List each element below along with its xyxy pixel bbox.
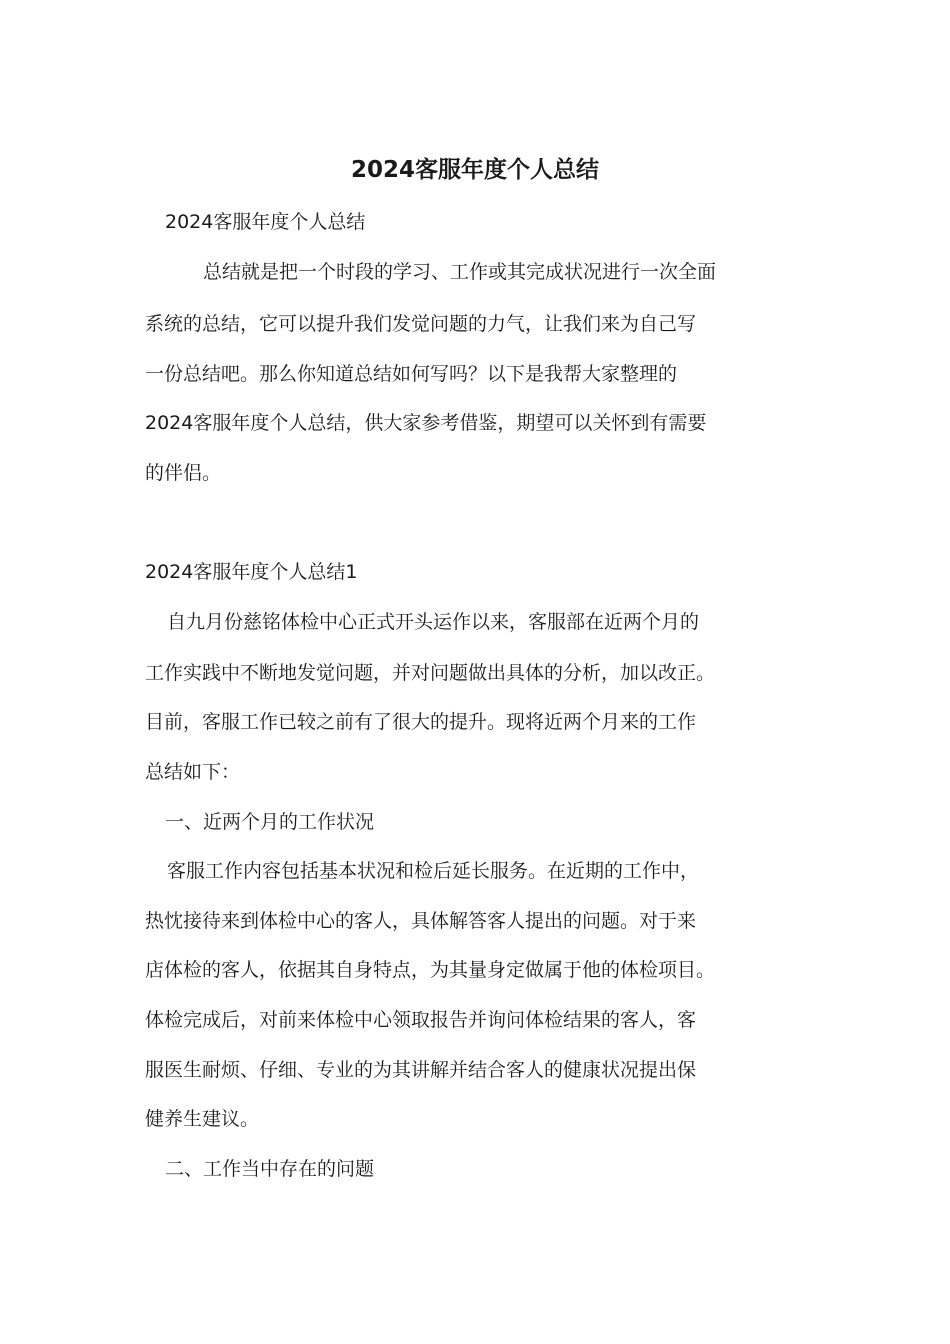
document-title: 2024客服年度个人总结: [350, 157, 599, 183]
intro-line-5: 的伴侣。: [145, 462, 222, 484]
body-line-7: 店体检的客人，依据其自身特点，为其量身定做属于他的体检项目。: [145, 959, 716, 981]
body-line-2: 工作实践中不断地发觉问题，并对问题做出具体的分析，加以改正。: [145, 662, 716, 684]
subheading-1: 一、近两个月的工作状况: [165, 811, 375, 833]
body-line-9: 服医生耐烦、仔细、专业的为其讲解并结合客人的健康状况提出保: [145, 1059, 697, 1081]
intro-line-1: 总结就是把一个时段的学习、工作或其完成状况进行一次全面: [203, 261, 717, 283]
body-line-6: 热忱接待来到体检中心的客人，具体解答客人提出的问题。对于来: [145, 910, 697, 932]
body-line-4: 总结如下：: [145, 761, 241, 783]
section-heading-1: 2024客服年度个人总结1: [145, 561, 358, 583]
body-line-10: 健养生建议。: [145, 1108, 260, 1130]
subheading-2: 二、工作当中存在的问题: [165, 1158, 375, 1180]
intro-line-2: 系统的总结，它可以提升我们发觉问题的力气，让我们来为自己写: [145, 313, 697, 335]
body-line-1: 自九月份慈铭体检中心正式开头运作以来，客服部在近两个月的: [167, 611, 700, 633]
intro-line-3: 一份总结吧。那么你知道总结如何写吗？以下是我帮大家整理的: [145, 363, 678, 385]
body-line-5: 客服工作内容包括基本状况和检后延长服务。在近期的工作中，: [167, 860, 700, 882]
body-line-8: 体检完成后，对前来体检中心领取报告并询问体检结果的客人，客: [145, 1009, 697, 1031]
body-line-3: 目前，客服工作已较之前有了很大的提升。现将近两个月来的工作: [145, 711, 697, 733]
intro-line-4: 2024客服年度个人总结，供大家参考借鉴，期望可以关怀到有需要: [145, 412, 707, 434]
subtitle-line: 2024客服年度个人总结: [165, 211, 366, 233]
